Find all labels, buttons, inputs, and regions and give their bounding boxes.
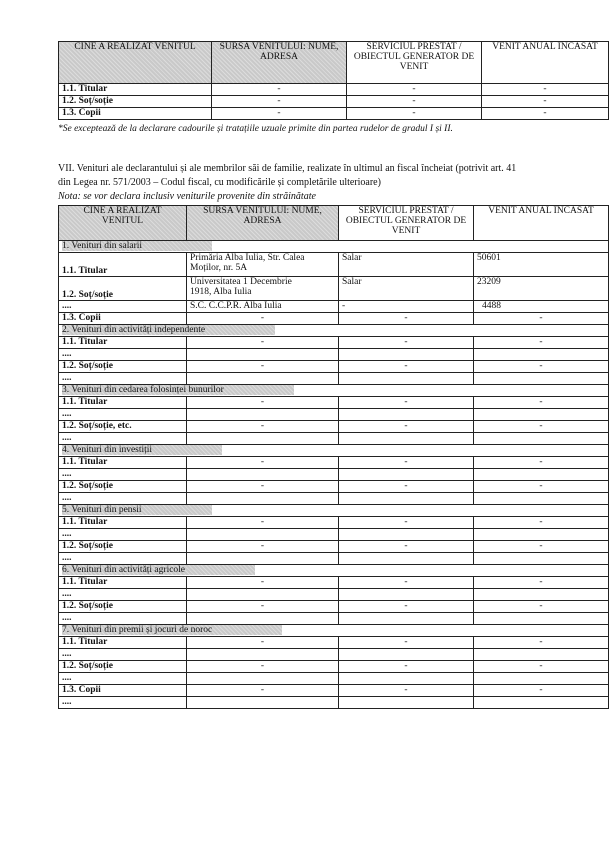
table-row bbox=[59, 108, 609, 120]
cell bbox=[474, 493, 609, 505]
section-title: 6. Venituri din activități agricole bbox=[62, 565, 255, 575]
cell: - bbox=[187, 541, 339, 553]
section-row bbox=[59, 385, 609, 397]
section-row bbox=[59, 505, 609, 517]
cell bbox=[339, 493, 474, 505]
cell bbox=[339, 553, 474, 565]
cell: - bbox=[474, 577, 609, 589]
table-row bbox=[59, 277, 609, 301]
cell: - bbox=[339, 577, 474, 589]
section-title: 2. Venituri din activități independente bbox=[62, 325, 275, 335]
row-label: 1.2. Soț/soție bbox=[59, 277, 187, 301]
cell: - bbox=[212, 84, 347, 96]
cell: - bbox=[212, 96, 347, 108]
cell bbox=[339, 409, 474, 421]
section-intro-line2: din Legea nr. 571/2003 – Codul fiscal, cu modificările și completările ulterioare) bbox=[58, 177, 381, 188]
cell: - bbox=[339, 481, 474, 493]
cell bbox=[187, 673, 339, 685]
cell bbox=[187, 277, 339, 301]
cell: - bbox=[339, 637, 474, 649]
table-row bbox=[59, 397, 609, 409]
row-label: 1.2. Soț/soție bbox=[59, 96, 212, 108]
cell bbox=[187, 373, 339, 385]
row-label: .... bbox=[59, 373, 187, 385]
footnote: *Se exceptează de la declarare cadourile și tratațiile uzuale primite din partea rudelor de gradul I și II. bbox=[58, 124, 453, 134]
cell bbox=[474, 697, 609, 709]
row-label: .... bbox=[59, 469, 187, 481]
cell: - bbox=[187, 601, 339, 613]
table-row bbox=[59, 481, 609, 493]
cell bbox=[187, 529, 339, 541]
cell bbox=[474, 469, 609, 481]
col-header-service: SERVICIUL PRESTAT / OBIECTUL GENERATOR DE VENIT bbox=[339, 206, 474, 241]
cell: - bbox=[474, 661, 609, 673]
cell bbox=[187, 469, 339, 481]
row-label: 1.2. Soț/soție bbox=[59, 601, 187, 613]
section-row bbox=[59, 565, 609, 577]
cell bbox=[339, 673, 474, 685]
cell: - bbox=[474, 337, 609, 349]
cell: - bbox=[187, 397, 339, 409]
row-label: .... bbox=[59, 613, 187, 625]
row-label: 1.2. Soț/soție bbox=[59, 661, 187, 673]
cell: 4488 bbox=[474, 301, 609, 313]
cell-line: Primăria Alba Iulia, Str. Calea bbox=[190, 253, 305, 263]
row-label: 1.1. Titular bbox=[59, 517, 187, 529]
cell: - bbox=[474, 397, 609, 409]
table-row bbox=[59, 601, 609, 613]
row-label: 1.2. Soț/soție bbox=[59, 541, 187, 553]
cell bbox=[474, 673, 609, 685]
cell bbox=[187, 697, 339, 709]
table-row bbox=[59, 421, 609, 433]
section-row bbox=[59, 445, 609, 457]
row-label: 1.2. Soț/soție bbox=[59, 361, 187, 373]
section-row bbox=[59, 625, 609, 637]
cell bbox=[187, 493, 339, 505]
cell: - bbox=[339, 457, 474, 469]
cell: - bbox=[474, 601, 609, 613]
cell bbox=[474, 409, 609, 421]
table-row bbox=[59, 373, 609, 385]
cell: - bbox=[187, 661, 339, 673]
cell bbox=[474, 613, 609, 625]
table-row bbox=[59, 253, 609, 277]
cell bbox=[339, 469, 474, 481]
cell bbox=[339, 529, 474, 541]
cell bbox=[339, 373, 474, 385]
cell bbox=[339, 613, 474, 625]
row-label: 1.2. Soț/soție bbox=[59, 481, 187, 493]
cell: - bbox=[339, 685, 474, 697]
cell-line: Moților, nr. 5A bbox=[190, 263, 248, 273]
cell: - bbox=[474, 637, 609, 649]
cell: - bbox=[474, 541, 609, 553]
row-label: 1.3. Copii bbox=[59, 685, 187, 697]
row-label: 1.1. Titular bbox=[59, 397, 187, 409]
table-row bbox=[59, 589, 609, 601]
cell: - bbox=[347, 108, 482, 120]
row-label: 1.1. Titular bbox=[59, 577, 187, 589]
section-note: Nota: se vor declara inclusiv veniturile provenite din străinătate bbox=[58, 191, 316, 202]
table-row bbox=[59, 301, 609, 313]
table-row bbox=[59, 493, 609, 505]
col-header-income: VENIT ANUAL ÎNCASAT bbox=[482, 42, 609, 84]
cell: - bbox=[339, 397, 474, 409]
row-label: 1.1. Titular bbox=[59, 84, 212, 96]
cell: - bbox=[474, 481, 609, 493]
cell: - bbox=[474, 517, 609, 529]
cell: - bbox=[339, 661, 474, 673]
table-row bbox=[59, 433, 609, 445]
section-row bbox=[59, 241, 609, 253]
table-row bbox=[59, 349, 609, 361]
col-header-who: CINE A REALIZAT VENITUL bbox=[59, 206, 187, 241]
col-header-income: VENIT ANUAL ÎNCASAT bbox=[474, 206, 609, 241]
cell: - bbox=[187, 313, 339, 325]
row-label: .... bbox=[59, 589, 187, 601]
cell bbox=[187, 553, 339, 565]
table-row bbox=[59, 637, 609, 649]
gifts-table bbox=[58, 41, 609, 120]
cell bbox=[187, 589, 339, 601]
cell: - bbox=[482, 108, 609, 120]
table-row bbox=[59, 361, 609, 373]
row-label: 1.1. Titular bbox=[59, 637, 187, 649]
cell bbox=[187, 349, 339, 361]
cell bbox=[339, 649, 474, 661]
table-row bbox=[59, 613, 609, 625]
table-row bbox=[59, 337, 609, 349]
cell bbox=[187, 613, 339, 625]
cell bbox=[474, 553, 609, 565]
cell bbox=[187, 409, 339, 421]
cell bbox=[339, 589, 474, 601]
cell bbox=[474, 433, 609, 445]
section-title: 3. Venituri din cedarea folosinței bunurilor bbox=[62, 385, 294, 395]
cell: - bbox=[339, 517, 474, 529]
row-label: .... bbox=[59, 349, 187, 361]
cell bbox=[474, 349, 609, 361]
col-header-who: CINE A REALIZAT VENITUL bbox=[59, 42, 212, 84]
cell bbox=[339, 349, 474, 361]
row-label: 1.2. Soț/soție, etc. bbox=[59, 421, 187, 433]
section-title: 1. Venituri din salarii bbox=[62, 241, 212, 251]
table-row bbox=[59, 577, 609, 589]
cell: - bbox=[339, 541, 474, 553]
row-label: .... bbox=[59, 301, 187, 313]
section-row bbox=[59, 325, 609, 337]
row-label: .... bbox=[59, 433, 187, 445]
cell: - bbox=[187, 457, 339, 469]
table-row bbox=[59, 457, 609, 469]
cell: - bbox=[474, 421, 609, 433]
table-row bbox=[59, 96, 609, 108]
cell-line: Universitatea 1 Decembrie bbox=[190, 277, 292, 287]
cell-line: 1918, Alba Iulia bbox=[190, 287, 252, 297]
cell: - bbox=[187, 577, 339, 589]
col-header-source: SURSA VENITULUI: NUME, ADRESA bbox=[187, 206, 339, 241]
table-row bbox=[59, 661, 609, 673]
cell: - bbox=[212, 108, 347, 120]
table-row bbox=[59, 553, 609, 565]
cell: - bbox=[339, 313, 474, 325]
cell: - bbox=[339, 337, 474, 349]
cell: - bbox=[187, 421, 339, 433]
row-label: .... bbox=[59, 553, 187, 565]
cell: - bbox=[339, 421, 474, 433]
cell bbox=[474, 649, 609, 661]
row-label: 1.1. Titular bbox=[59, 253, 187, 277]
cell: - bbox=[474, 685, 609, 697]
cell: - bbox=[187, 685, 339, 697]
cell: - bbox=[339, 301, 474, 313]
cell: S.C. C.C.P.R. Alba Iulia bbox=[187, 301, 339, 313]
cell: 50601 bbox=[474, 253, 609, 277]
row-label: .... bbox=[59, 649, 187, 661]
table-row bbox=[59, 673, 609, 685]
col-header-source: SURSA VENITULUI: NUME, ADRESA bbox=[212, 42, 347, 84]
income-table bbox=[58, 205, 609, 709]
cell: 23209 bbox=[474, 277, 609, 301]
cell: - bbox=[482, 84, 609, 96]
cell: - bbox=[187, 637, 339, 649]
cell: - bbox=[474, 313, 609, 325]
cell: - bbox=[339, 361, 474, 373]
table-row bbox=[59, 313, 609, 325]
section-title: 4. Venituri din investiții bbox=[62, 445, 222, 455]
table-row bbox=[59, 84, 609, 96]
row-label: .... bbox=[59, 673, 187, 685]
row-label: .... bbox=[59, 529, 187, 541]
table-row bbox=[59, 409, 609, 421]
table-row bbox=[59, 469, 609, 481]
row-label: .... bbox=[59, 493, 187, 505]
cell: Salar bbox=[339, 253, 474, 277]
cell: - bbox=[187, 517, 339, 529]
row-label: 1.1. Titular bbox=[59, 337, 187, 349]
cell: - bbox=[187, 481, 339, 493]
table-row bbox=[59, 517, 609, 529]
cell: Salar bbox=[339, 277, 474, 301]
cell: - bbox=[347, 84, 482, 96]
table-row bbox=[59, 697, 609, 709]
row-label: .... bbox=[59, 409, 187, 421]
table-row bbox=[59, 529, 609, 541]
cell bbox=[187, 253, 339, 277]
cell bbox=[474, 529, 609, 541]
row-label: .... bbox=[59, 697, 187, 709]
row-label: 1.3. Copii bbox=[59, 313, 187, 325]
cell bbox=[339, 433, 474, 445]
table-row bbox=[59, 685, 609, 697]
cell: - bbox=[482, 96, 609, 108]
row-label: 1.1. Titular bbox=[59, 457, 187, 469]
cell bbox=[187, 433, 339, 445]
row-label: 1.3. Copii bbox=[59, 108, 212, 120]
cell: - bbox=[347, 96, 482, 108]
table-row bbox=[59, 649, 609, 661]
section-title: 7. Venituri din premii și jocuri de noroc bbox=[62, 625, 282, 635]
section-intro-line1: VII. Venituri ale declarantului și ale membrilor săi de familie, realizate în ultimul an fiscal încheiat (potrivit art. 41 bbox=[58, 163, 517, 174]
cell bbox=[187, 649, 339, 661]
cell: - bbox=[187, 337, 339, 349]
cell bbox=[474, 373, 609, 385]
cell bbox=[339, 697, 474, 709]
cell bbox=[474, 589, 609, 601]
cell: - bbox=[474, 457, 609, 469]
cell: - bbox=[474, 361, 609, 373]
cell: - bbox=[339, 601, 474, 613]
cell: - bbox=[187, 361, 339, 373]
col-header-service: SERVICIUL PRESTAT / OBIECTUL GENERATOR DE VENIT bbox=[347, 42, 482, 84]
section-title: 5. Venituri din pensii bbox=[62, 505, 212, 515]
table-row bbox=[59, 541, 609, 553]
